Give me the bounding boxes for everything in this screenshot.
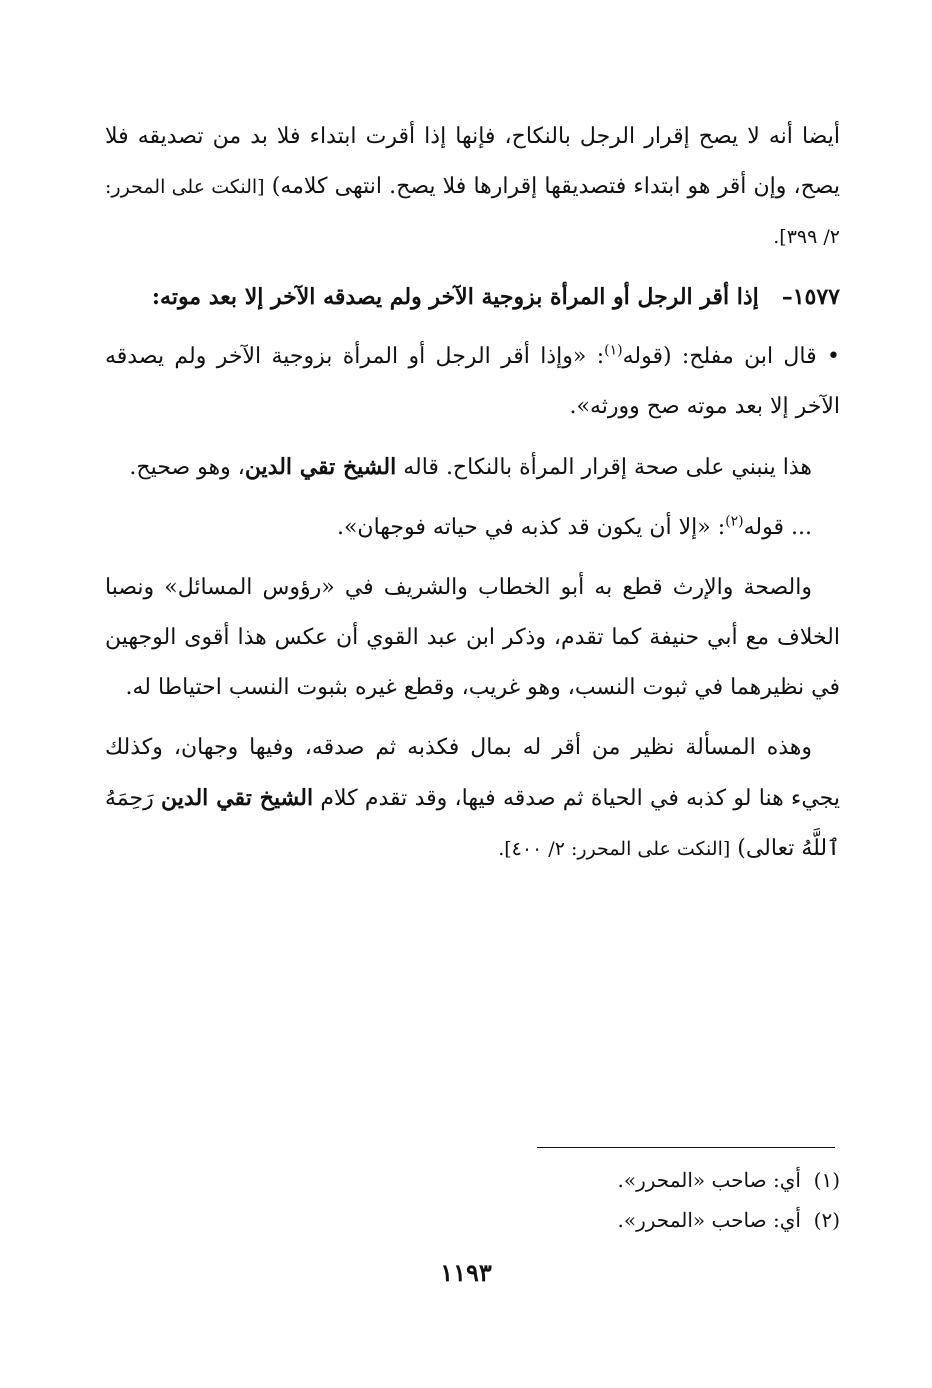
section-number: ١٥٧٧– xyxy=(781,284,840,310)
footnote-text: أي: صاحب «المحرر». xyxy=(617,1208,801,1232)
section-title: إذا أقر الرجل أو المرأة بزوجية الآخر ولم يصدقه الآخر إلا بعد موته: xyxy=(151,284,759,310)
main-text xyxy=(105,112,840,884)
paragraph-2-rest: : «وإذا أقر الرجل أو المرأة بزوجية الآخر ولم يصدقه الآخر إلا بعد موته صح وورثه». xyxy=(105,344,840,419)
footnotes xyxy=(105,1160,840,1240)
paragraph-3-start: هذا ينبني على صحة إقرار المرأة بالنكاح. قاله xyxy=(396,455,812,480)
paragraph-5: والصحة والإرث قطع به أبو الخطاب والشريف في «رؤوس المسائل» ونصبا الخلاف مع أبي حنيفة كما تقدم، وذكر ابن عبد القوي أن عكس هذا أقوى الوجهين في نظيرهما في ثبوت النسب، وهو غريب، وقطع غيره بثبوت النسب احتياطا له. xyxy=(105,575,840,700)
footnote-number: (٢) xyxy=(813,1208,840,1232)
footnote-number: (١) xyxy=(813,1168,840,1192)
paragraph-6 xyxy=(105,723,840,874)
paragraph-2-lead: قال ابن مفلح: (قوله xyxy=(622,344,817,369)
footnote-divider xyxy=(537,1147,835,1148)
footnote-ref-2: (٢) xyxy=(725,513,744,530)
paragraph-3 xyxy=(105,442,840,493)
footnote-text: أي: صاحب «المحرر». xyxy=(617,1168,801,1192)
footnote-item xyxy=(105,1160,840,1200)
citation-2: [النكت على المحرر: ٢/ ٤٠٠]. xyxy=(498,838,731,860)
page-number: ١١٩٣ xyxy=(440,1258,492,1287)
paragraph-6-start: وهذه المسألة نظير من أقر له بمال فكذبه ثم صدقه، وفيها وجهان، وكذلك يجيء هنا لو كذبه في الحياة ثم صدقه فيها، وقد تقدم كلام xyxy=(105,735,840,811)
footnote-ref-1: (١) xyxy=(604,342,623,359)
paragraph-4-rest: : «إلا أن يكون قد كذبه في حياته فوجهان». xyxy=(336,515,726,540)
paragraph-4-lead: ... قوله xyxy=(743,515,812,540)
section-heading xyxy=(105,272,840,322)
paragraph-3-bold: الشيخ تقي الدين xyxy=(244,454,397,480)
footnote-item xyxy=(105,1200,840,1240)
paragraph-6-end: رَحِمَهُ ٱللَّهُ تعالى) xyxy=(105,786,840,861)
paragraph-6-bold: الشيخ تقي الدين xyxy=(161,785,314,811)
paragraph-2 xyxy=(105,332,840,432)
paragraph-3-end: ، وهو صحيح. xyxy=(129,455,245,480)
paragraph-1 xyxy=(105,112,840,262)
paragraph-4 xyxy=(105,503,840,553)
bullet-icon: • xyxy=(827,344,840,369)
citation-1: [النكت على المحرر: ٢/ ٣٩٩]. xyxy=(105,176,840,248)
paragraph-1-text: أيضا أنه لا يصح إقرار الرجل بالنكاح، فإنها إذا أقرت ابتداء فلا بد من تصديقه فلا يصح، وإن أقر هو ابتداء فتصديقها إقرارها فلا يصح. انتهى كلامه) xyxy=(105,124,841,199)
